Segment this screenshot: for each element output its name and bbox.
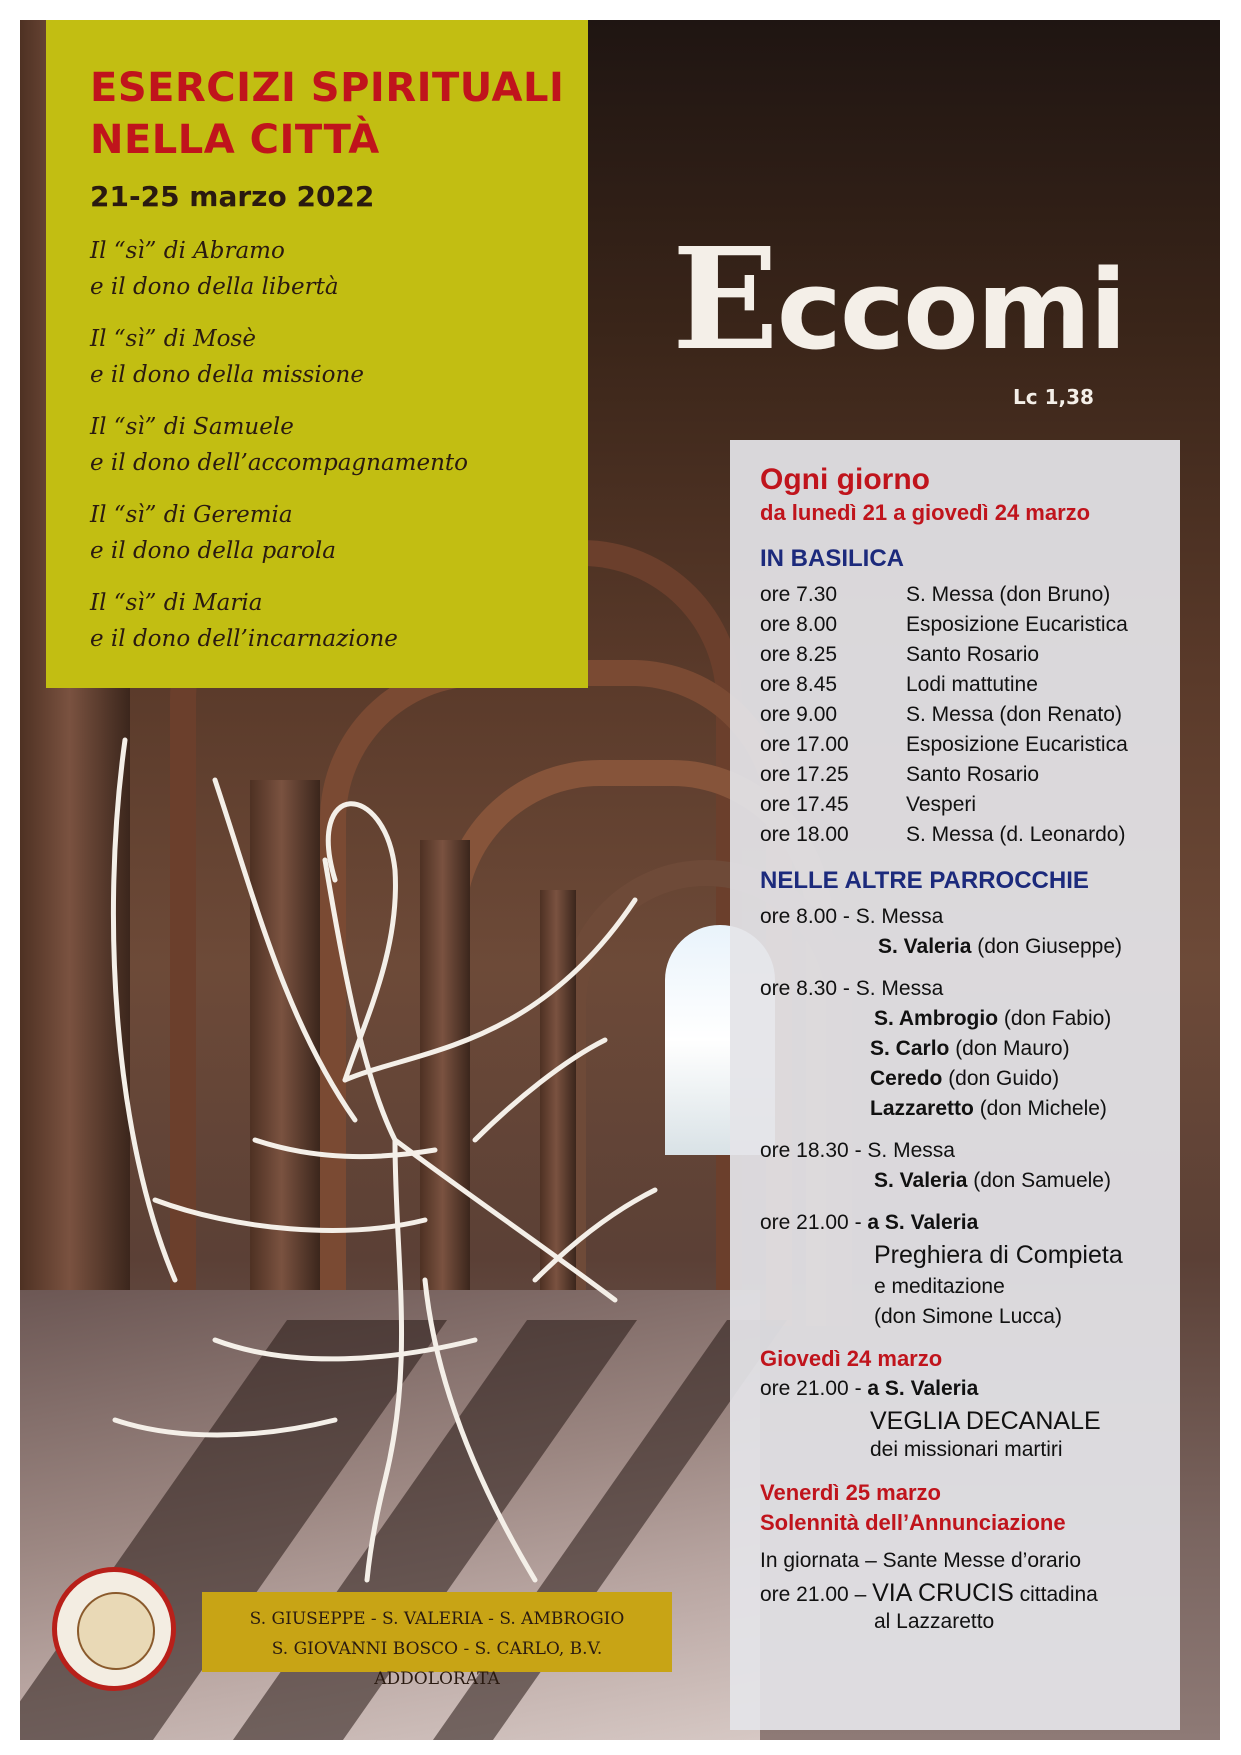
thursday-time: ore 21.00 - a S. Valeria [760,1377,979,1400]
footer-line2: S. GIOVANNI BOSCO - S. CARLO, B.V. ADDOLORATA [271,1639,603,1689]
mass-1830: ore 18.30 - S. Messa [760,1139,955,1162]
motto-eccomi: Eccomi [672,218,1126,382]
basilica-title: IN BASILICA [760,545,904,572]
dancing-figure-drawing [95,720,735,1600]
main-title-line2: NELLA CITTÀ [90,117,380,163]
footer-line1: S. GIUSEPPE - S. VALERIA - S. AMBROGIO [249,1609,625,1629]
thursday-title: Giovedì 24 marzo [760,1346,943,1371]
compieta-who: (don Simone Lucca) [874,1305,1062,1328]
basilica-row: ore 7.30 S. Messa (don Bruno) [760,583,1111,606]
mass-0800-location: S. Valeria (don Giuseppe) [878,935,1122,958]
daily-subtitle: da lunedì 21 a giovedì 24 marzo [760,500,1091,525]
parishes-footer [202,1592,672,1689]
friday-via-crucis: ore 21.00 – VIA CRUCIS cittadina [760,1579,1098,1607]
title-box [46,20,588,688]
basilica-row: ore 18.00 S. Messa (d. Leonardo) [760,823,1126,846]
theme-5: Il “sì” di Maria e il dono dell’incarnazione [90,590,398,652]
mass-0800: ore 8.00 - S. Messa [760,905,944,928]
mass-0830-location: Ceredo (don Guido) [870,1067,1060,1090]
friday-subtitle: Solennità dell’Annunciazione [760,1510,1066,1535]
schedule-panel [730,440,1180,1730]
theme-3: Il “sì” di Samuele e il dono dell’accompagnamento [90,414,468,476]
theme-4: Il “sì” di Geremia e il dono della parola [90,502,336,564]
thursday-event: VEGLIA DECANALE [870,1407,1101,1435]
basilica-row: ore 8.45 Lodi mattutine [760,673,1038,696]
compieta-sub: e meditazione [874,1275,1005,1298]
basilica-row: ore 17.45 Vesperi [760,793,977,816]
basilica-row: ore 9.00 S. Messa (don Renato) [760,703,1122,726]
theme-1: Il “sì” di Abramo e il dono della libertà [90,238,339,300]
compieta-title: Preghiera di Compieta [874,1241,1123,1269]
other-parishes-title: NELLE ALTRE PARROCCHIE [760,867,1089,894]
motto-reference: Lc 1,38 [1013,385,1094,409]
friday-title: Venerdì 25 marzo [760,1480,941,1505]
event-dates: 21-25 marzo 2022 [90,180,375,213]
mass-0830-location: S. Ambrogio (don Fabio) [874,1007,1112,1030]
main-title-line1: ESERCIZI SPIRITUALI [90,65,565,111]
theme-2: Il “sì” di Mosè e il dono della missione [90,326,364,388]
basilica-row: ore 17.25 Santo Rosario [760,763,1040,786]
mass-0830-location: Lazzaretto (don Michele) [870,1097,1107,1120]
daily-title: Ogni giorno [760,463,930,496]
thursday-sub: dei missionari martiri [870,1438,1063,1461]
mass-1830-location: S. Valeria (don Samuele) [874,1169,1111,1192]
basilica-row: ore 17.00 Esposizione Eucaristica [760,733,1128,756]
compieta-time: ore 21.00 - a S. Valeria [760,1211,979,1234]
portrait-icon [77,1592,155,1670]
mass-0830: ore 8.30 - S. Messa [760,977,944,1000]
basilica-row: ore 8.25 Santo Rosario [760,643,1040,666]
community-logo [52,1567,176,1691]
friday-place: al Lazzaretto [874,1610,995,1633]
basilica-row: ore 8.00 Esposizione Eucaristica [760,613,1128,636]
friday-line1: In giornata – Sante Messe d’orario [760,1549,1082,1572]
mass-0830-location: S. Carlo (don Mauro) [870,1037,1070,1060]
